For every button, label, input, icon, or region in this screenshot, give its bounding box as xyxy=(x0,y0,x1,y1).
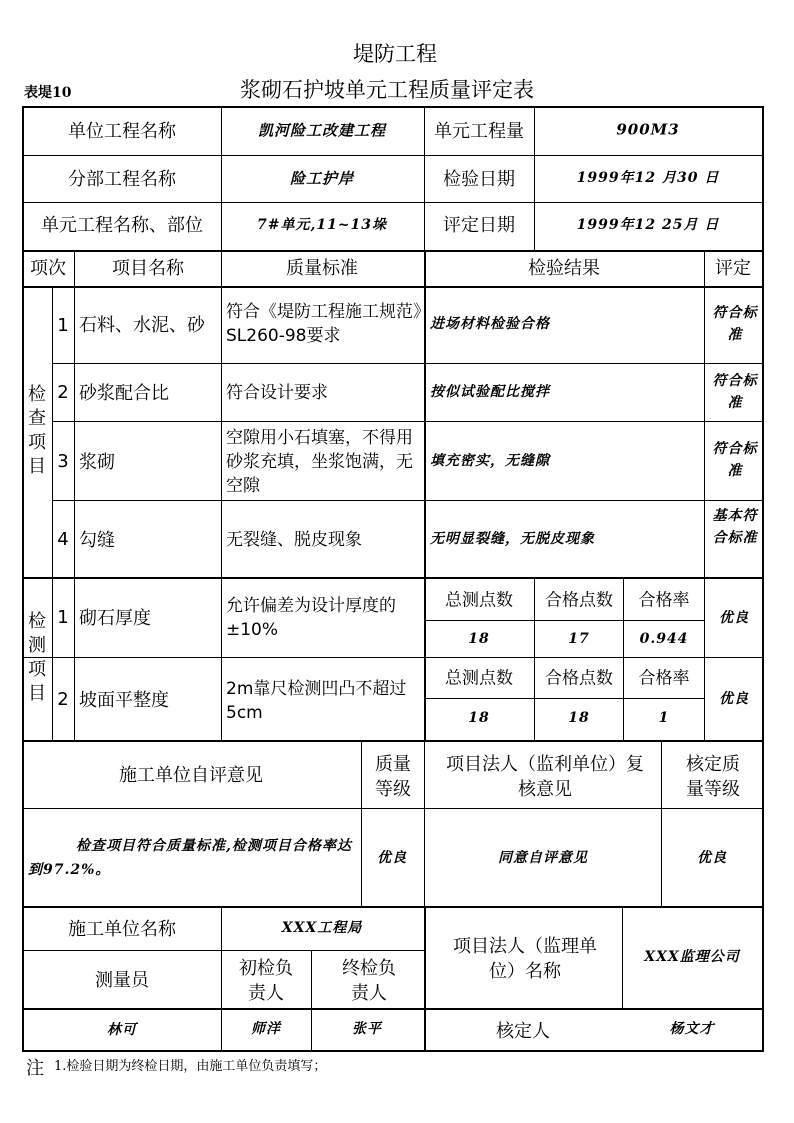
measure-item-rating: 优良 xyxy=(719,691,749,707)
verify-grade: 优良 xyxy=(697,850,727,866)
note-label: 注 xyxy=(26,1058,44,1079)
check-item-name: 石料、水泥、砂 xyxy=(79,315,205,336)
sub-project-label: 分部工程名称 xyxy=(68,169,176,190)
header-item: 项目名称 xyxy=(112,258,184,279)
legal-entity-value: XXX监理公司 xyxy=(644,949,740,965)
form-code: 表堤10 xyxy=(24,85,72,101)
contractor-opinion-label: 施工单位自评意见 xyxy=(119,765,263,786)
surveyor-label: 测量员 xyxy=(95,970,149,991)
check-item-rating: 符合标准 xyxy=(712,305,758,343)
verifier-label: 核定人 xyxy=(496,1021,550,1042)
measure-rate-value: 0.944 xyxy=(639,631,689,647)
header-rating: 评定 xyxy=(715,258,751,279)
legal-entity-label: 项目法人（监理单位）名称 xyxy=(453,936,597,982)
header-seq: 项次 xyxy=(30,258,66,279)
measure-pass-value: 17 xyxy=(568,631,590,647)
eval-date-label: 评定日期 xyxy=(443,215,515,236)
measure-header-rate: 合格率 xyxy=(638,668,690,689)
contractor-name-value: XXX工程局 xyxy=(281,920,363,936)
header-result: 检验结果 xyxy=(528,258,600,279)
initial-check-signature: 师洋 xyxy=(251,1021,281,1037)
check-item-no: 1 xyxy=(57,315,69,336)
measure-item-rating: 优良 xyxy=(719,610,749,626)
check-item-standard: 符合设计要求 xyxy=(226,383,328,403)
measure-total-value: 18 xyxy=(468,631,490,647)
check-item-standard: 空隙用小石填塞，不得用砂浆充填，坐浆饱满，无空隙 xyxy=(226,428,413,496)
final-check-label: 终检负责人 xyxy=(342,958,396,1004)
check-item-rating: 基本符合标准 xyxy=(712,508,758,546)
contractor-grade: 优良 xyxy=(377,850,407,866)
measure-header-pass: 合格点数 xyxy=(545,590,613,611)
unit-quantity-label: 单元工程量 xyxy=(434,121,524,142)
check-item-no: 3 xyxy=(57,451,69,472)
surveyor-signature: 林可 xyxy=(107,1022,137,1038)
header-standard: 质量标准 xyxy=(286,258,358,279)
measure-header-total: 总测点数 xyxy=(445,668,513,689)
check-item-name: 勾缝 xyxy=(79,530,115,551)
check-item-result: 填充密实，无缝隙 xyxy=(430,453,550,469)
measure-item-name: 砌石厚度 xyxy=(79,608,151,629)
measure-rate-value: 1 xyxy=(658,710,670,726)
check-item-no: 2 xyxy=(57,382,69,403)
check-item-standard: 符合《堤防工程施工规范》SL260-98要求 xyxy=(226,302,422,346)
inspect-date-label: 检验日期 xyxy=(443,169,515,190)
inspect-date-value: 1999年12 月30 日 xyxy=(576,170,720,186)
supervisor-opinion-label: 项目法人（监利单位）复核意见 xyxy=(446,754,644,800)
check-item-name: 浆砌 xyxy=(79,452,115,473)
document-title: 堤防工程 xyxy=(353,42,437,66)
check-item-rating: 符合标准 xyxy=(712,441,758,479)
verify-grade-label: 核定质量等级 xyxy=(686,754,740,800)
initial-check-label: 初检负责人 xyxy=(239,958,293,1004)
sub-project-value: 险工护岸 xyxy=(289,169,355,188)
final-check-signature: 张平 xyxy=(352,1021,382,1037)
measure-item-standard: 2m靠尺检测凹凸不超过5cm xyxy=(226,679,407,723)
unit-name-label: 单元工程名称、部位 xyxy=(41,215,203,236)
measure-total-value: 18 xyxy=(468,710,490,726)
document-subtitle: 浆砌石护坡单元工程质量评定表 xyxy=(240,78,534,102)
check-group-label: 检查项目 xyxy=(28,384,46,477)
check-item-rating: 符合标准 xyxy=(712,373,758,411)
measure-header-pass: 合格点数 xyxy=(545,668,613,689)
check-item-no: 4 xyxy=(57,529,69,550)
contractor-opinion-text: 检查项目符合质量标准,检测项目合格率达到97.2%。 xyxy=(28,838,352,878)
measure-item-no: 1 xyxy=(57,607,69,628)
note-text: 1.检验日期为终检日期，由施工单位负责填写； xyxy=(54,1059,327,1074)
measure-item-name: 坡面平整度 xyxy=(79,690,169,711)
contractor-name-label: 施工单位名称 xyxy=(68,919,176,940)
check-item-result: 无明显裂缝，无脱皮现象 xyxy=(430,531,595,547)
measure-header-rate: 合格率 xyxy=(638,590,690,611)
check-item-result: 按似试验配比搅拌 xyxy=(430,384,550,400)
unit-name-value: 7#单元,11~13垛 xyxy=(256,217,388,233)
measure-pass-value: 18 xyxy=(568,710,590,726)
grade-label: 质量等级 xyxy=(375,754,411,800)
measure-header-total: 总测点数 xyxy=(445,590,513,611)
eval-date-value: 1999年12 25月 日 xyxy=(576,217,720,233)
unit-quantity-value: 900M3 xyxy=(616,120,680,139)
measure-group-label: 检测项目 xyxy=(28,611,46,704)
supervisor-opinion-text: 同意自评意见 xyxy=(498,850,588,866)
unit-project-value: 凯河险工改建工程 xyxy=(257,121,387,140)
check-item-standard: 无裂缝、脱皮现象 xyxy=(226,530,362,550)
measure-item-no: 2 xyxy=(57,689,69,710)
verifier-signature: 杨文才 xyxy=(669,1021,715,1037)
unit-project-label: 单位工程名称 xyxy=(68,121,176,142)
check-item-result: 进场材料检验合格 xyxy=(430,316,550,332)
measure-item-standard: 允许偏差为设计厚度的±10% xyxy=(226,596,396,640)
check-item-name: 砂浆配合比 xyxy=(79,383,169,404)
